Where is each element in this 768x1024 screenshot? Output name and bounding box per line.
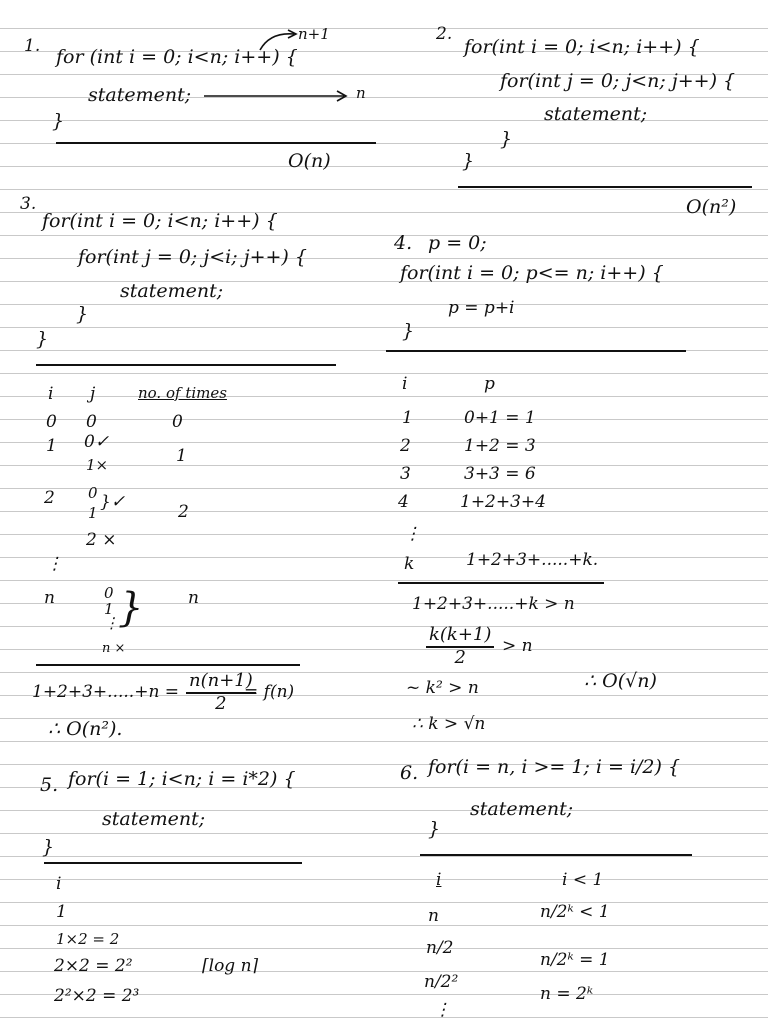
section-3-inner-close: } — [76, 303, 89, 325]
arrow-to-n — [204, 90, 354, 102]
table4-rk-p: 1+2+3+.....+k. — [466, 550, 599, 570]
section-4-init: p = 0; — [428, 232, 487, 254]
section-5-statement: statement; — [102, 808, 206, 830]
table6-cond-row-2: n/2ᵏ = 1 — [540, 950, 610, 970]
table4-r2-p: 1+2 = 3 — [464, 436, 536, 456]
table3-r0-count: 0 — [172, 412, 183, 432]
table5-header-i: i — [56, 874, 62, 894]
section-1-divider — [56, 142, 376, 144]
section-2-inner-loop: for(int j = 0; j<n; j++) { — [500, 70, 736, 92]
table3-r2-j1: 1 — [88, 504, 98, 522]
table6-i-row-3: n/2² — [424, 972, 459, 992]
section-4-loop: for(int i = 0; p<= n; i++) { — [400, 262, 664, 284]
table5-row-4: 2²×2 = 2³ — [54, 986, 140, 1006]
table3-rn-count: n — [188, 588, 199, 608]
table4-r2-i: 2 — [400, 436, 411, 456]
table3-r1-i: 1 — [46, 436, 57, 456]
table3-r2-count: 2 — [178, 502, 189, 522]
table3-vdots: ⋮ — [46, 554, 63, 574]
table3-r0-i: 0 — [46, 412, 57, 432]
section-4-number: 4. — [394, 232, 413, 254]
section-4-ineq-2-denominator: 2 — [454, 646, 466, 668]
section-6-loop: for(i = n, i >= 1; i = i/2) { — [428, 756, 681, 778]
section-4-result: ∴ O(√n) — [584, 670, 657, 692]
section-5-close: } — [42, 836, 55, 858]
section-1-result: O(n) — [288, 150, 331, 172]
table6-header-i: i — [436, 870, 442, 890]
table3-r2-i: 2 — [44, 488, 55, 508]
section-4-ineq-1: 1+2+3+.....+k > n — [412, 594, 575, 614]
table6-cond-row-1: n/2ᵏ < 1 — [540, 902, 610, 922]
table4-rk-i: k — [404, 554, 415, 574]
table3-rn-jn: n × — [102, 641, 126, 656]
section-3-sum-divider — [36, 664, 300, 666]
table4-r3-p: 3+3 = 6 — [464, 464, 536, 484]
section-3-outer-close: } — [36, 328, 49, 350]
table3-rn-j0: 0 — [104, 584, 114, 602]
label-n: n — [356, 84, 366, 102]
section-3-sum-right: = f(n) — [244, 682, 295, 702]
table3-r0-j: 0 — [86, 412, 97, 432]
section-2-statement: statement; — [544, 103, 648, 125]
table5-row-2: 1×2 = 2 — [56, 930, 120, 948]
section-4-ineq-3: ~ k² > n — [406, 678, 479, 698]
section-1-statement: statement; — [88, 84, 192, 106]
section-3-outer-loop: for(int i = 0; i<n; i++) { — [42, 210, 278, 232]
section-6-number: 6. — [400, 762, 419, 784]
section-4-divider — [386, 350, 686, 352]
section-3-sum-numerator: n(n+1) — [186, 672, 256, 694]
section-5-loop: for(i = 1; i<n; i = i*2) { — [68, 768, 296, 790]
table3-rn-i: n — [44, 588, 55, 608]
section-3-divider — [36, 364, 336, 366]
section-6-statement: statement; — [470, 798, 574, 820]
section-4-ineq-2-right: > n — [502, 636, 533, 656]
table3-r1-j1: 1× — [86, 456, 109, 474]
table3-r1-count: 1 — [176, 446, 187, 466]
table4-r3-i: 3 — [400, 464, 411, 484]
section-3-sum-left: 1+2+3+.....+n = — [32, 682, 180, 702]
table3-rn-jdots: ⋮ — [104, 614, 119, 632]
table3-header-i: i — [48, 384, 54, 404]
section-4-sum-divider — [398, 582, 604, 584]
table3-header-j: j — [90, 384, 96, 404]
section-2-divider — [458, 186, 752, 188]
section-3-number: 3. — [20, 194, 37, 214]
section-4-ineq-2-fraction — [426, 626, 494, 668]
section-4-close: } — [402, 320, 415, 342]
section-3-statement: statement; — [120, 280, 224, 302]
table6-i-row-2: n/2 — [426, 938, 454, 958]
section-5-number: 5. — [40, 774, 59, 796]
section-3-inner-loop: for(int j = 0; j<i; j++) { — [78, 246, 307, 268]
table3-rn-j1: 1 — [104, 600, 114, 618]
section-1-number: 1. — [24, 36, 41, 56]
table5-row-3: 2×2 = 2² — [54, 956, 133, 976]
section-4-ineq-2-numerator: k(k+1) — [426, 626, 494, 648]
table5-row-1: 1 — [56, 902, 67, 922]
table4-r4-p: 1+2+3+4 — [460, 492, 546, 512]
section-2-result: O(n²) — [686, 196, 737, 218]
table3-r1-j0: 0✓ — [84, 432, 110, 452]
section-1-loop-line: for (int i = 0; i<n; i++) { — [56, 46, 298, 68]
table6-header-cond: i < 1 — [562, 870, 604, 890]
table4-r4-i: 4 — [398, 492, 409, 512]
section-3-sum-denominator: 2 — [215, 692, 227, 714]
table3-rn-brace: } — [118, 585, 144, 631]
section-2-number: 2. — [436, 24, 453, 44]
table4-header-i: i — [402, 374, 408, 394]
table4-header-p: p — [484, 374, 495, 394]
section-4-body: p = p+i — [448, 298, 515, 318]
section-3-result: ∴ O(n²). — [48, 718, 123, 740]
table3-r2-j0: 0 — [88, 484, 98, 502]
section-2-outer-close: } — [462, 150, 475, 172]
table6-vdots: ⋮ — [434, 1000, 451, 1020]
table4-r1-p: 0+1 = 1 — [464, 408, 536, 428]
section-6-close: } — [428, 818, 441, 840]
table3-r2-brace: }✓ — [100, 492, 126, 512]
section-1-close-brace: } — [52, 110, 65, 132]
table6-i-row-1: n — [428, 906, 439, 926]
table3-header-times: no. of times — [138, 384, 227, 402]
table4-vdots: ⋮ — [404, 524, 421, 544]
section-5-result: ⌈log n⌉ — [202, 956, 259, 976]
section-5-divider — [44, 862, 302, 864]
table4-r1-i: 1 — [402, 408, 413, 428]
section-6-divider — [420, 854, 692, 856]
table6-cond-row-3: n = 2ᵏ — [540, 984, 594, 1004]
section-2-outer-loop: for(int i = 0; i<n; i++) { — [464, 36, 700, 58]
section-4-ineq-4: ∴ k > √n — [412, 714, 486, 734]
label-n-plus-1: n+1 — [298, 25, 330, 43]
table3-r2-j2: 2 × — [86, 530, 117, 550]
section-2-inner-close: } — [500, 128, 513, 150]
